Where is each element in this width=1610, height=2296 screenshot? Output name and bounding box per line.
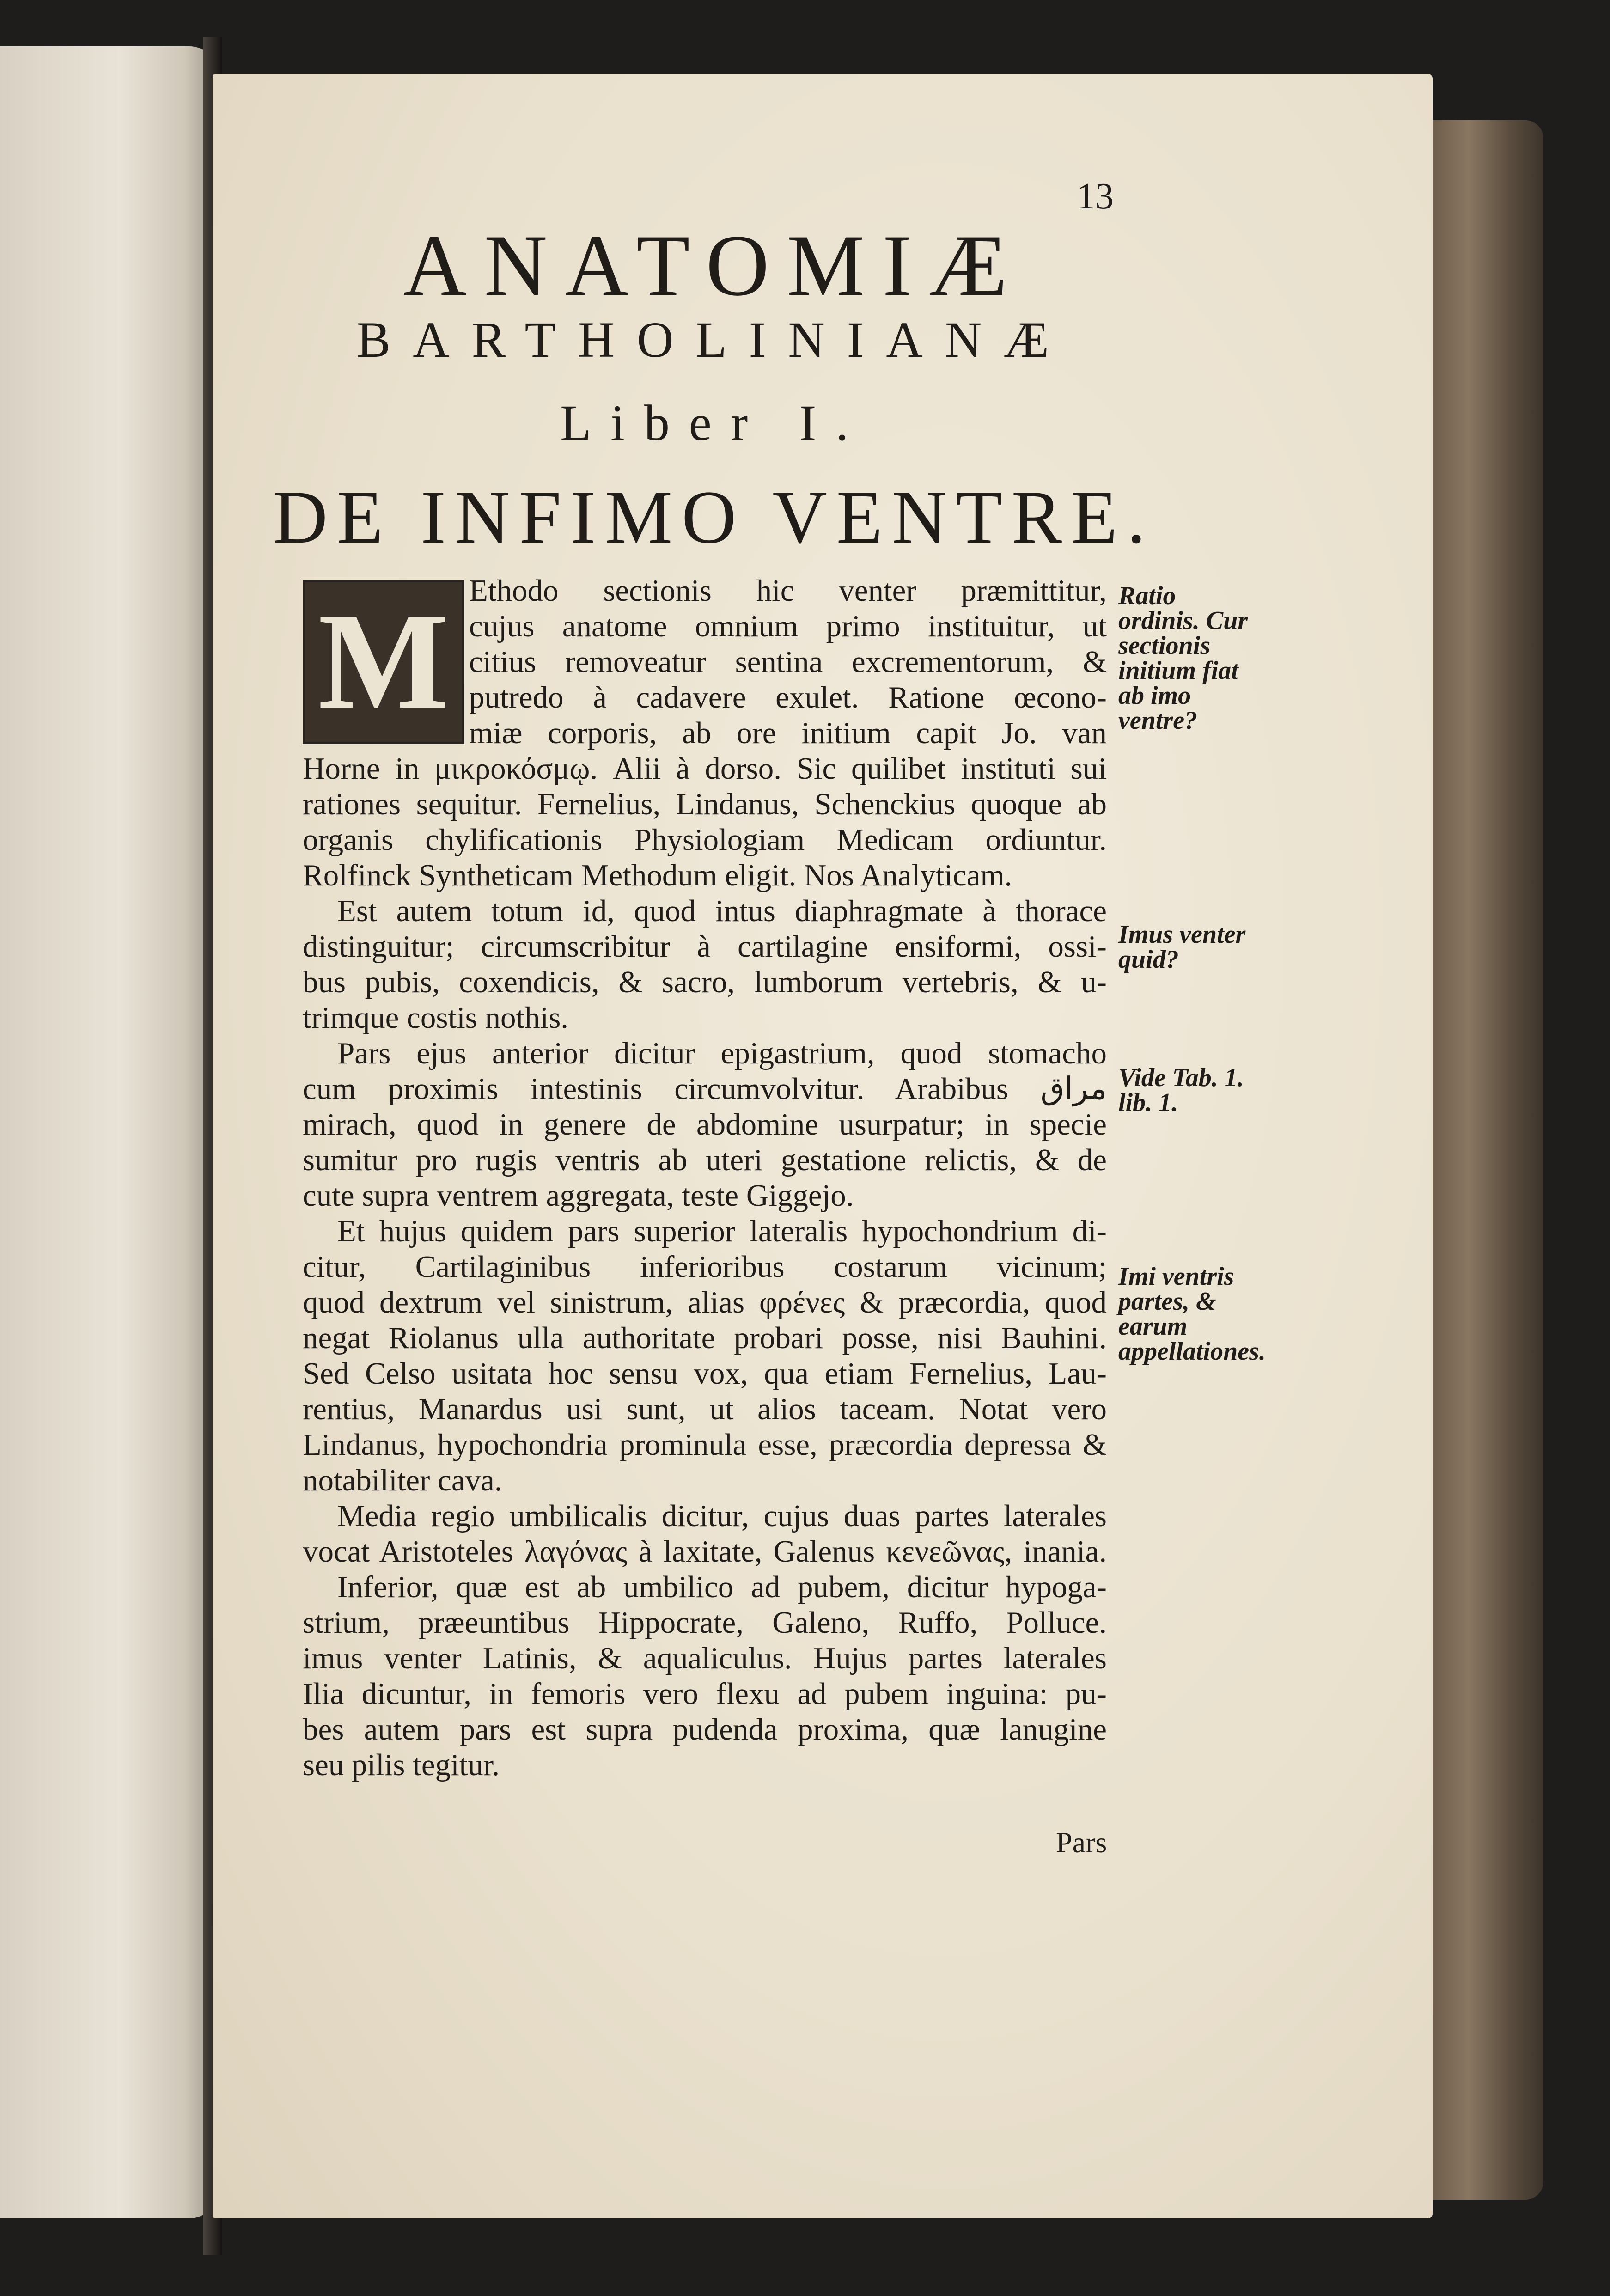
text-line: imus venter Latinis, & aqualiculus. Hujus partes laterales: [303, 1641, 1107, 1675]
text-line: mirach, quod in genere de abdomine usurpatur; in specie: [303, 1107, 1107, 1142]
body-text: [303, 573, 1107, 1783]
text-line: seu pilis tegitur.: [303, 1748, 500, 1782]
catchword: Pars: [1056, 1826, 1107, 1859]
title-anatomiae: ANATOMIÆ: [403, 217, 1025, 314]
text-line: Et hujus quidem pars superior lateralis hypochondrium di-: [337, 1214, 1107, 1248]
text-line: citius removeatur sentina excrementorum, &: [469, 645, 1107, 679]
text-line: Ilia dicuntur, in femoris vero flexu ad pubem inguina: pu-: [303, 1677, 1107, 1711]
title-bartholinianae: BARTHOLINIANÆ: [356, 311, 1072, 368]
text-line: miæ corporis, ab ore initium capit Jo. van: [469, 716, 1107, 750]
book-binding: [1428, 120, 1543, 2200]
page-number: 13: [1077, 176, 1114, 217]
text-line: bes autem pars est supra pudenda proxima, quæ lanugine: [303, 1712, 1107, 1746]
left-page-edge: [0, 46, 217, 2218]
text-line: Horne in μικροκόσμῳ. Alii à dorso. Sic quilibet instituti sui: [303, 751, 1107, 786]
text-line: Est autem totum id, quod intus diaphragmate à thorace: [337, 894, 1107, 928]
margin-note-ratio-ordinis: Ratio ordinis. Cur sectionis initium fiat ab imo ventre?: [1118, 581, 1248, 735]
text-line: Ethodo sectionis hic venter præmittitur,: [469, 574, 1107, 608]
text-line: rentius, Manardus usi sunt, ut alios taceam. Notat vero: [303, 1392, 1107, 1426]
text-line: distinguitur; circumscribitur à cartilagine ensiformi, ossi-: [303, 929, 1107, 964]
text-line: organis chylificationis Physiologiam Medicam ordiuntur.: [303, 823, 1107, 857]
text-line: negat Riolanus ulla authoritate probari posse, nisi Bauhini.: [303, 1321, 1107, 1355]
text-line: trimque costis nothis.: [303, 1001, 569, 1035]
margin-note-imus-venter: Imus venter quid?: [1118, 920, 1246, 974]
text-line: notabiliter cava.: [303, 1463, 502, 1497]
text-line: vocat Aristoteles λαγόνας à laxitate, Galenus κενεῶνας, inania.: [303, 1534, 1107, 1569]
text-line: bus pubis, coxendicis, & sacro, lumborum vertebris, & u-: [303, 965, 1107, 999]
text-line: Sed Celso usitata hoc sensu vox, qua etiam Fernelius, Lau-: [303, 1356, 1107, 1391]
chapter-title: DE INFIMO VENTRE.: [273, 476, 1155, 559]
text-line: quod dextrum vel sinistrum, alias φρένες & præcordia, quod: [303, 1285, 1107, 1319]
text-line: strium, præeuntibus Hippocrate, Galeno, Ruffo, Polluce.: [303, 1606, 1107, 1640]
text-line: sumitur pro rugis ventris ab uteri gestatione relictis, & de: [303, 1143, 1107, 1177]
text-line: cujus anatome omnium primo instituitur, ut: [469, 609, 1107, 643]
text-line: Rolfinck Syntheticam Methodum eligit. Nos Analyticam.: [303, 858, 1012, 892]
text-line: putredo à cadavere exulet. Ratione œcono-: [469, 680, 1107, 714]
initial-letter: M: [318, 584, 449, 738]
text-line: Inferior, quæ est ab umbilico ad pubem, dicitur hypoga-: [337, 1570, 1107, 1604]
text-line: Lindanus, hypochondria prominula esse, præcordia depressa &: [303, 1428, 1107, 1462]
text-line: rationes sequitur. Fernelius, Lindanus, Schenckius quoque ab: [303, 787, 1107, 821]
text-line: citur, Cartilaginibus inferioribus costarum vicinum;: [303, 1250, 1107, 1284]
text-line: cum proximis intestinis circumvolvitur. Arabibus مراق: [303, 1072, 1107, 1106]
text-line: Media regio umbilicalis dicitur, cujus duas partes laterales: [337, 1499, 1107, 1533]
text-line: cute supra ventrem aggregata, teste Giggejo.: [303, 1179, 854, 1213]
margin-note-vide-tab: Vide Tab. 1. lib. 1.: [1118, 1063, 1244, 1117]
text-line: Pars ejus anterior dicitur epigastrium, quod stomacho: [337, 1036, 1107, 1070]
margin-note-imi-ventris: Imi ventris partes, & earum appellationes.: [1118, 1262, 1266, 1366]
title-liber: Liber I.: [560, 395, 868, 451]
